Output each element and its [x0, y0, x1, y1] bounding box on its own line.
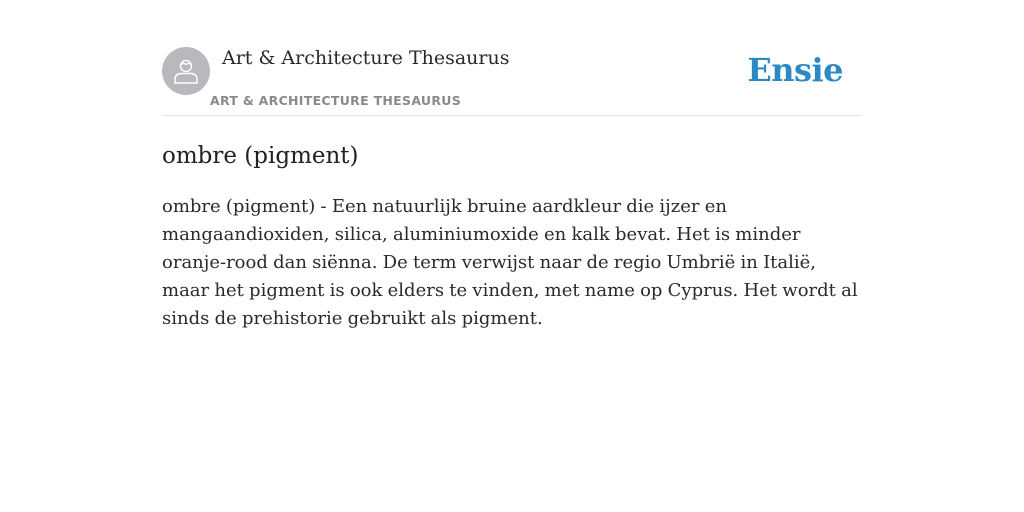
entry-definition: ombre (pigment) - Een natuurlijk bruine aardkleur die ijzer en mangaandioxiden, silica, aluminiumoxide en kalk bevat. Het is minder oranje-rood dan siënna. De term verwijst naar de regio Umbrië in Italië, maar het pigment is ook elders te vinden, met name op Cyprus. Het wordt al sinds de prehistorie gebruikt als pigment. [162, 196, 858, 329]
entry-card [162, 46, 862, 333]
entry-title: ombre (pigment) [162, 143, 359, 169]
ensie-logo[interactable]: Ensie [747, 51, 843, 89]
entry-header [162, 46, 862, 116]
source-label: ART & ARCHITECTURE THESAURUS [210, 93, 462, 108]
avatar[interactable] [162, 47, 210, 95]
author-name[interactable]: Art & Architecture Thesaurus [222, 47, 510, 69]
user-icon [171, 56, 201, 86]
